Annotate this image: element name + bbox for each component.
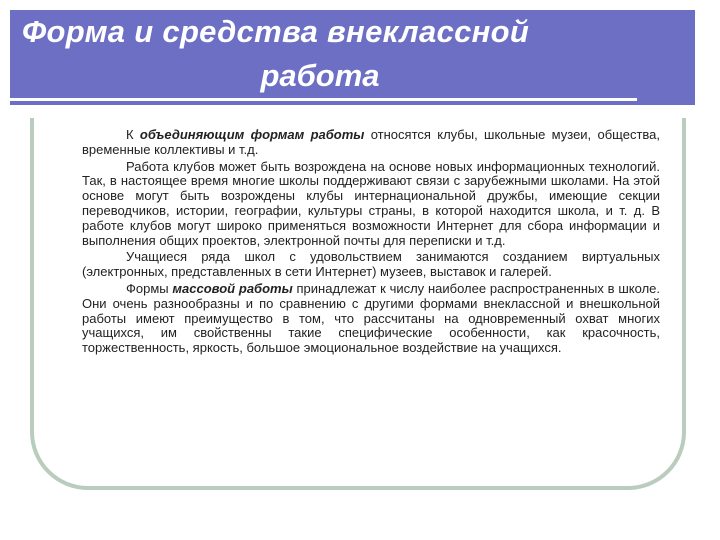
paragraph-mass-work	[82, 282, 660, 356]
paragraph-virtual-museums: Учащиеся ряда школ с удовольствием занимаются созданием виртуальных (электронных, представленных в сети Интернет) музеев, выставок и галерей.	[82, 249, 660, 280]
paragraph-rest: относятся клубы, школьные музеи, общества, временные коллективы и т.д.	[82, 127, 661, 157]
paragraph-club-work: Работа клубов может быть возрождена на основе новых информационных технологий. Так, в настоящее время многие школы поддерживают связи с зарубежными школами. На этой основе могут быть возрождены клубы интернациональной дружбы, имеющие секции переводчиков, истории, географии, культуры страны, в которой находится школа, и т. д. В работе клубов могут широко применяться возможности Интернет для сбора информации и выполнения общих проектов, электронной почты для переписки и т.д.	[82, 158, 660, 248]
paragraph-rest: принадлежат к числу наиболее распространенных в школе. Они очень разнообразны и по сравнению с другими формами внеклассной и внешкольной работы имеют преимущество в том, что рассчитаны на одновременный охват многих учащихся, им свойственны такие специфические особенности, как красочность, торжественность, яркость, большое эмоциональное воздействие на учащихся.	[82, 280, 660, 356]
paragraph-club-forms	[82, 128, 660, 158]
emphasis-unifying-forms: объединяющим формам работы	[139, 127, 365, 142]
paragraph-lead: К	[126, 127, 140, 142]
slide-title-line-1: Форма и средства внеклассной	[22, 14, 530, 49]
title-underline	[10, 98, 637, 101]
slide-body	[82, 128, 660, 356]
slide-title-line-2: работа	[260, 58, 380, 93]
emphasis-mass-work: массовой работы	[172, 280, 293, 296]
paragraph-lead: Формы	[126, 280, 173, 296]
